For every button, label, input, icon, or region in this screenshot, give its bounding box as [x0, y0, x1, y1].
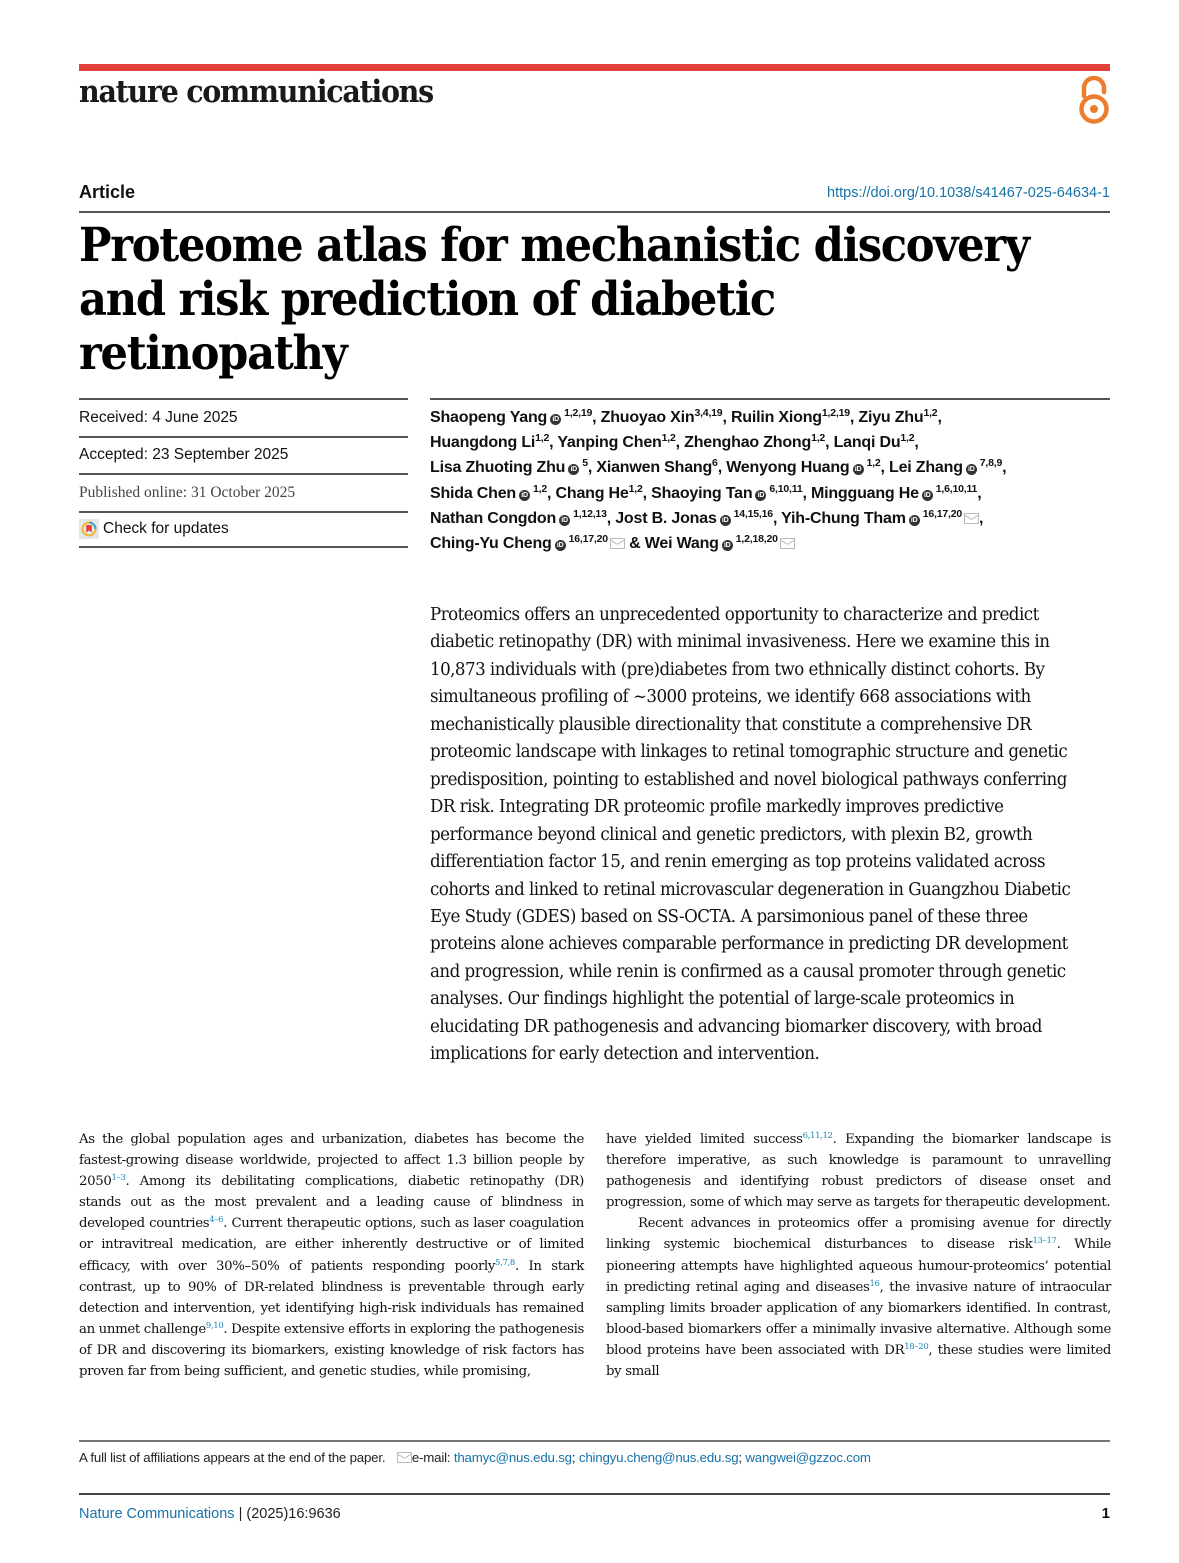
author	[834, 434, 915, 451]
author	[810, 482, 978, 502]
author	[430, 409, 592, 426]
email-icon[interactable]	[964, 513, 979, 524]
author	[781, 507, 979, 527]
orcid-icon[interactable]: iD	[909, 515, 920, 526]
author	[601, 409, 723, 426]
email-icon[interactable]	[780, 538, 795, 549]
body-text: . Current therapeutic options, such as laser coagulation or intravitreal medication, are either inherently destructive or of limited efficacy, with over 30%–50% of patients responding poorly	[79, 1216, 584, 1274]
publication-dates	[79, 398, 408, 548]
body-text: have yielded limited success	[606, 1132, 803, 1147]
body-text: . Despite extensive efforts in exploring the pathogenesis of DR and discovering its biomarkers, existing knowledge of risk factors has proven far from being sufficient, and genetic studies, while promising,	[79, 1321, 584, 1380]
published-date: Published online: 31 October 2025	[79, 473, 408, 511]
body-text: Recent advances in proteomics offer a promising avenue for directly linking systemic biochemical disturbances to disease risk	[606, 1216, 1111, 1253]
author	[726, 459, 880, 476]
affiliation-numbers: 3,4,19	[694, 407, 723, 419]
orcid-icon[interactable]: iD	[559, 515, 570, 526]
body-paragraph	[606, 1213, 1111, 1382]
orcid-icon[interactable]: iD	[755, 490, 766, 501]
email-link[interactable]: thamyc@nus.edu.sg	[453, 1450, 572, 1465]
author-name[interactable]: Lanqi Du	[833, 434, 901, 452]
body-text: . In stark contrast, up to 90% of DR-related blindness is preventable through early detection and intervention, yet identifying high-risk individuals has remained an unmet challenge	[79, 1258, 584, 1337]
affiliation-numbers: 1,6,10,11	[935, 482, 978, 495]
check-for-updates-button[interactable]	[79, 511, 408, 549]
affiliation-numbers: 1,2	[661, 432, 676, 445]
author-name[interactable]: Zhuoyao Xin	[600, 409, 695, 426]
affiliation-numbers: 1,2,19	[564, 407, 593, 419]
body-text: , these studies were limited by small	[606, 1342, 1112, 1380]
orcid-icon[interactable]: iD	[966, 464, 977, 475]
divider	[79, 211, 1110, 213]
body-text: . Among its debilitating complications, diabetic retinopathy (DR) stands out as the most prevalent and a leading cause of blindness in developed countries	[79, 1174, 584, 1232]
author-name[interactable]: Ching-Yu Cheng	[430, 535, 552, 553]
abstract: Proteomics offers an unprecedented opportunity to characterize and predict diabetic retinopathy (DR) with minimal invasiveness. Here we examine this in 10,873 individuals with (pre)diabetes from two ethnically distinct cohorts. By simultaneous profiling of ~3000 proteins, we identify 668 associations with mechanistically plausible directionality that constitute a comprehensive DR proteomic landscape with linkages to retinal tomographic structure and genetic predisposition, pointing to established and novel biological pathways conferring DR risk. Integrating DR proteomic profile markedly improves predictive performance beyond clinical and genetic predictors, with plexin B2, growth differentiation factor 15, and renin emerging as top proteins validated across cohorts and linked to retinal microvascular degeneration in Guangzhou Diabetic Eye Study (GDES) based on SS-OCTA. A parsimonious panel of these three proteins alone achieves comparable performance in predicting DR development and progression, while renin is confirmed as a causal promoter through genetic analyses. Our findings highlight the potential of large-scale proteomics in elucidating DR pathogenesis and advancing biomarker discovery, with broad implications for early detection and intervention.	[430, 605, 1071, 1065]
body-column-left	[79, 1129, 584, 1382]
author	[430, 434, 549, 451]
divider	[79, 1440, 1110, 1442]
affiliation-numbers: 16,17,20	[568, 533, 608, 546]
orcid-icon[interactable]: iD	[720, 515, 731, 526]
author-name[interactable]: Shaoying Tan	[651, 484, 753, 502]
journal-name: nature communications	[79, 74, 433, 110]
body-text: . Expanding the biomarker landscape is therefore imperative, as such knowledge is paramount to unravelling pathogenesis and identifying robust predictors of disease onset and progression, some of which may serve as targets for therapeutic development.	[606, 1132, 1111, 1211]
orcid-icon[interactable]: iD	[853, 464, 864, 475]
affiliation-numbers: 1,2	[628, 482, 643, 495]
affiliation-numbers: 14,15,16	[733, 507, 773, 520]
citation-link[interactable]: 6,11,12	[802, 1131, 833, 1141]
footer-separator: |	[234, 1506, 247, 1522]
author	[731, 409, 850, 426]
author-name[interactable]: Wei Wang	[644, 535, 719, 553]
author-name[interactable]: Xianwen Shang	[596, 459, 713, 477]
citation-link[interactable]: 4–6	[209, 1215, 224, 1226]
author	[557, 434, 675, 451]
orcid-icon[interactable]: iD	[555, 540, 566, 551]
affiliation-numbers: 1,2	[866, 457, 881, 470]
affiliation-numbers: 1,2,18,20	[735, 533, 778, 546]
author	[596, 459, 717, 476]
email-link[interactable]: chingyu.cheng@nus.edu.sg	[578, 1450, 739, 1465]
body-text: . While pioneering attempts have highlighted aqueous humour-proteomics’ potential in predicting retinal aging and diseases	[606, 1237, 1111, 1295]
affiliation-numbers: 1,2	[811, 432, 826, 445]
citation-link[interactable]: 5,7,8	[495, 1257, 515, 1268]
author-conjunction: &	[629, 535, 645, 553]
author	[615, 507, 773, 527]
affiliation-numbers: 16,17,20	[922, 507, 963, 520]
author-name[interactable]: Yih-Chung Tham	[781, 509, 906, 527]
body-paragraph	[606, 1132, 1111, 1210]
affiliations-text: A full list of affiliations appears at the end of the paper.	[79, 1450, 386, 1465]
author-name[interactable]: Shida Chen	[430, 484, 517, 502]
author	[651, 482, 803, 502]
author-name[interactable]: Shaopeng Yang	[430, 409, 548, 426]
footer-journal-link[interactable]: Nature Communications	[79, 1506, 235, 1522]
author	[430, 535, 625, 552]
open-access-lock-icon	[1076, 76, 1112, 126]
divider	[79, 1493, 1110, 1495]
email-icon	[397, 1452, 412, 1463]
page-number: 1	[1101, 1505, 1110, 1522]
affiliation-numbers: 5	[582, 457, 588, 470]
author-name[interactable]: Zhenghao Zhong	[684, 434, 812, 452]
citation-link[interactable]: 1–3	[111, 1173, 126, 1184]
email-icon[interactable]	[610, 538, 625, 549]
author-name[interactable]: Lei Zhang	[889, 459, 963, 477]
accepted-date: Accepted: 23 September 2025	[79, 436, 408, 474]
author-name[interactable]: Ziyu Zhu	[858, 409, 924, 426]
author-name[interactable]: Chang He	[555, 484, 629, 502]
affiliation-numbers: 1,2	[535, 432, 550, 445]
article-title: Proteome atlas for mechanistic discovery and risk prediction of diabetic retinopathy	[79, 217, 1029, 380]
email-link[interactable]: wangwei@gzzoc.com	[745, 1450, 871, 1465]
affiliations-note: A full list of affiliations appears at the end of the paper. e-mail: thamyc@nus.edu.sg; chingyu.cheng@nus.edu.sg; wangwei@gzzoc.com	[79, 1450, 871, 1465]
journal-accent-bar	[79, 64, 1110, 71]
citation-link[interactable]: 18–20	[904, 1341, 929, 1352]
body-text: , the invasive nature of intraocular sampling limits broader application of any biomarkers identified. In contrast, blood-based biomarkers offer a minimally invasive alternative. Although some blood proteins have been associated with DR	[606, 1279, 1111, 1358]
affiliation-numbers: 7,8,9	[979, 457, 1003, 470]
affiliation-numbers: 6	[712, 457, 718, 470]
affiliation-numbers: 1,2	[923, 407, 938, 419]
citation-link[interactable]: 16	[869, 1278, 880, 1289]
check-for-updates-icon	[79, 519, 99, 539]
footer-volume: (2025)16:9636	[246, 1506, 341, 1522]
orcid-icon[interactable]: iD	[722, 540, 733, 551]
orcid-icon[interactable]: iD	[550, 414, 561, 425]
body-text: As the global population ages and urbanization, diabetes has become the fastest-growing disease worldwide, projected to affect 1.3 billion people by 2050	[79, 1132, 584, 1190]
author-name[interactable]: Wenyong Huang	[726, 459, 850, 477]
author-name[interactable]: Jost B. Jonas	[615, 509, 717, 527]
author-list: Shaopeng Yang iD$^{1,2,19}$, Zhuoyao Xin$^{3,4,19}$, Ruilin Xiong$^{1,2,19}$, Ziyu Zhu$^{1,2}$, Huangdong Li$^{1,2}$, Yanping Chen$^{1,2}$, Zhenghao Zhong$^{1,2}$, Lanqi Du$^{1,2}$, Lisa Zhuoting Zhu $iD^5$, Xianwen Shang$^6$, Wenyong Huang iD$^{1,2}$, Lei Zhang iD$^{7,8,9}$, Shida Chen iD$^{1,2}$, Chang He$^{1,2}$, Shaoying Tan iD$^{6,10,11}$, Mingguang He iD$^{1,6,10,11}$, Nathan Congdon iD$^{1,12,13}$, Jost B. Jonas iD$^{14,15,16}$, Yih-Chung Tham iD$^{16,17,20}$ , Ching-Yu Cheng iD$^{16,17,20}$ & Wei Wang iD$^{1,2,18,20}$	[430, 407, 1007, 553]
orcid-icon[interactable]: iD	[519, 490, 530, 501]
author-name[interactable]: Lisa Zhuoting Zhu	[430, 459, 566, 477]
author	[858, 409, 937, 426]
orcid-icon[interactable]: iD	[922, 490, 933, 501]
author	[684, 434, 825, 451]
body-column-right	[606, 1129, 1111, 1382]
email-label: e-mail:	[411, 1450, 451, 1465]
citation-link[interactable]: 13–17	[1032, 1236, 1057, 1247]
orcid-icon[interactable]: iD	[568, 464, 579, 475]
affiliation-numbers: 1,2	[533, 482, 548, 495]
citation-link[interactable]: 9,10	[205, 1320, 224, 1331]
affiliation-numbers: 6,10,11	[769, 482, 803, 495]
article-page	[79, 0, 1110, 1563]
author	[430, 482, 548, 502]
doi-link[interactable]: https://doi.org/10.1038/s41467-025-64634-1	[827, 185, 1110, 201]
author-name[interactable]: Nathan Congdon	[430, 509, 557, 527]
author	[430, 507, 607, 527]
affiliation-numbers: 1,12,13	[573, 507, 607, 520]
author-name[interactable]: Mingguang He	[810, 484, 919, 502]
author	[889, 459, 1002, 476]
author	[430, 459, 588, 476]
article-type: Article	[79, 182, 136, 202]
author	[555, 482, 643, 502]
author-name[interactable]: Yanping Chen	[557, 434, 662, 452]
footer-citation	[79, 1506, 341, 1522]
affiliation-numbers: 1,2	[900, 432, 915, 445]
received-date: Received: 4 June 2025	[79, 398, 408, 436]
author-name[interactable]: Huangdong Li	[430, 434, 536, 452]
affiliation-numbers: 1,2,19	[821, 407, 850, 419]
author	[645, 535, 795, 552]
author-name[interactable]: Ruilin Xiong	[730, 409, 822, 426]
divider	[430, 398, 1110, 400]
check-for-updates-label: Check for updates	[103, 520, 229, 538]
